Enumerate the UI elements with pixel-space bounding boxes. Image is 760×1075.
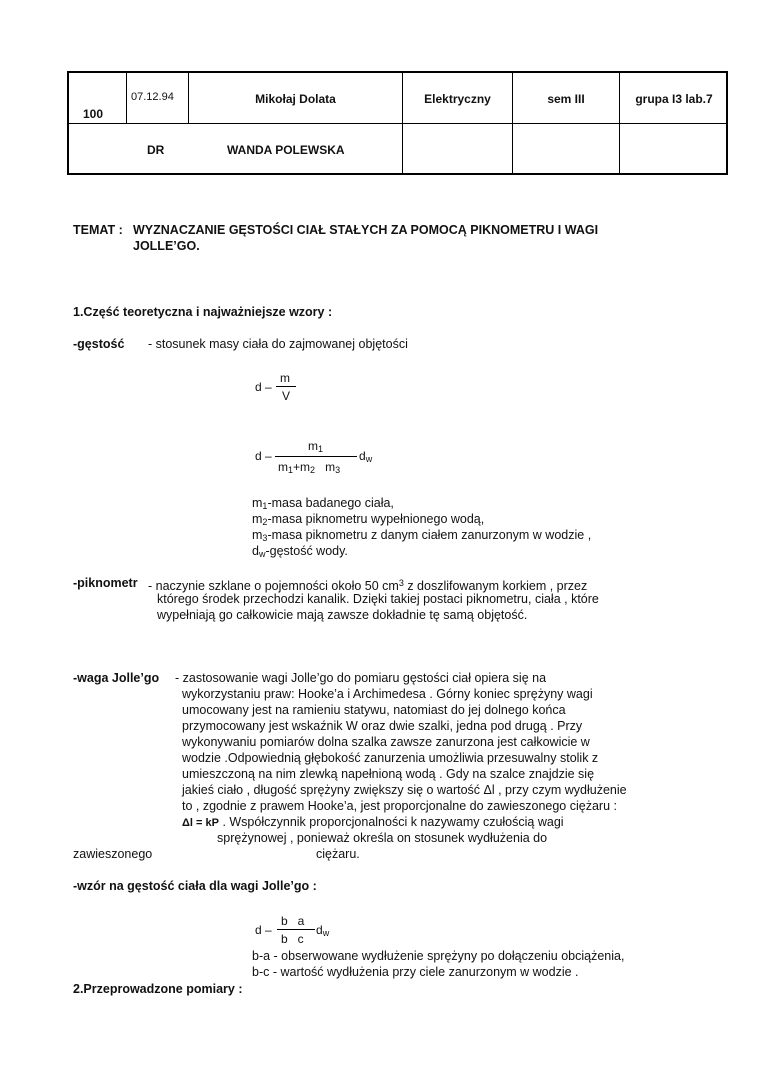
pycnometer-line-2: którego środek przechodzi kanalik. Dzięki takiej postaci piknometru, ciała , które xyxy=(157,592,599,606)
jolly-line: ciężaru. xyxy=(316,847,360,861)
faculty: Elektryczny xyxy=(424,92,491,106)
formula-denominator: $m_1+m_2$ $m_3$ xyxy=(278,460,341,475)
jolly-line: to , zgodnie z prawem Hooke’a, jest proporcjonalne do zawieszonego ciężaru : xyxy=(182,799,617,813)
fraction-bar xyxy=(276,386,296,387)
formula-lhs: d – xyxy=(255,449,272,463)
jolly-line: zawieszonego xyxy=(73,847,153,861)
formula-numerator: m xyxy=(280,371,290,385)
supervisor-title: DR xyxy=(147,143,165,157)
jolly-line: umieszczoną na nim zlewką napełnioną wodą . Gdy na szalce znajdzie się xyxy=(182,767,595,781)
jolly-line: wykonywaniu pomiarów dolna szalka zawsze zanurzona jest całkowicie w xyxy=(182,735,590,749)
pycnometer-line-1: - naczynie szklane o pojemności około 50 $cm^3$ z doszlifowanym korkiem , przez xyxy=(148,578,588,593)
table-divider-v xyxy=(619,73,620,173)
topic-line-2: JOLLE’GO. xyxy=(133,239,200,253)
formula-lhs: d – xyxy=(255,923,272,937)
report-date: 07.12.94 xyxy=(131,91,174,103)
formula-denominator: V xyxy=(282,389,291,403)
fraction-bar xyxy=(277,929,315,930)
report-number: 100 xyxy=(83,107,104,121)
jolly-line: wodzie .Odpowiednią głębokość zanurzenia umożliwia przesuwalny stolik z xyxy=(182,751,599,765)
formula-rhs: $d_w$ xyxy=(316,923,330,938)
table-divider-v xyxy=(512,73,513,173)
jolly-line: przymocowany jest wskaźnik W oraz dwie szalki, jedna pod drugą . Przy xyxy=(182,719,583,733)
pycnometer-term: -piknometr xyxy=(73,576,138,590)
jolly-legend-1: b-a - obserwowane wydłużenie sprężyny po dołączeniu obciążenia, xyxy=(252,949,625,963)
jolly-term: -waga Jolle’go xyxy=(73,671,160,685)
section-1-title: 1.Część teoretyczna i najważniejsze wzory : xyxy=(73,305,333,319)
table-divider-h xyxy=(69,123,726,124)
topic-line-1: WYZNACZANIE GĘSTOŚCI CIAŁ STAŁYCH ZA POMOCĄ PIKNOMETRU I WAGI xyxy=(133,223,599,237)
jolly-line: wykorzystaniu praw: Hooke’a i Archimedesa . Górny koniec sprężyny wagi xyxy=(182,687,593,701)
pycnometer-line-3: wypełniają go całkowicie mają zawsze dokładnie tę samą objętość. xyxy=(157,608,528,622)
fraction-bar xyxy=(275,456,357,457)
hooke-equation: Δl = kP xyxy=(182,817,219,829)
legend-item: $m_2$-masa piknometru wypełnionego wodą, xyxy=(252,512,485,527)
table-divider-v xyxy=(402,73,403,173)
supervisor-name: WANDA POLEWSKA xyxy=(227,143,345,157)
jolly-line: sprężynowej , ponieważ określa on stosunek wydłużenia do xyxy=(217,831,548,845)
section-2-title: 2.Przeprowadzone pomiary : xyxy=(73,982,243,996)
legend-item: $d_w$-gęstość wody. xyxy=(252,544,348,559)
jolly-line: - zastosowanie wagi Jolle’go do pomiaru gęstości ciał opiera się na xyxy=(175,671,547,685)
jolly-line: jakieś ciało , długość sprężyny zwiększy się o wartość Δl , przy czym wydłużenie xyxy=(182,783,627,797)
formula-numerator: b a xyxy=(281,914,305,928)
formula-lhs: d – xyxy=(255,380,272,394)
density-definition: - stosunek masy ciała do zajmowanej objętości xyxy=(148,337,408,351)
density-term: -gęstość xyxy=(73,337,125,351)
formula-numerator: $m_1$ xyxy=(308,439,324,454)
table-divider-v xyxy=(126,73,127,123)
formula-rhs: $d_w$ xyxy=(359,449,373,464)
student-name: Mikołaj Dolata xyxy=(255,92,336,106)
formula-denominator: b c xyxy=(281,932,304,946)
jolly-legend-2: b-c - wartość wydłużenia przy ciele zanurzonym w wodzie . xyxy=(252,965,579,979)
semester: sem III xyxy=(547,92,585,106)
legend-item: $m_1$-masa badanego ciała, xyxy=(252,496,394,511)
jolly-formula-title: -wzór na gęstość ciała dla wagi Jolle’go : xyxy=(73,879,317,893)
header-table xyxy=(67,71,728,175)
jolly-line: Δl = kP . Współczynnik proporcjonalności k nazywamy czułością wagi xyxy=(182,815,564,829)
group: grupa I3 lab.7 xyxy=(635,92,713,106)
topic-label: TEMAT : xyxy=(73,223,123,237)
legend-item: $m_3$-masa piknometru z danym ciałem zanurzonym w wodzie , xyxy=(252,528,592,543)
jolly-line: umocowany jest na ramieniu statywu, natomiast do jej dolnego końca xyxy=(182,703,566,717)
